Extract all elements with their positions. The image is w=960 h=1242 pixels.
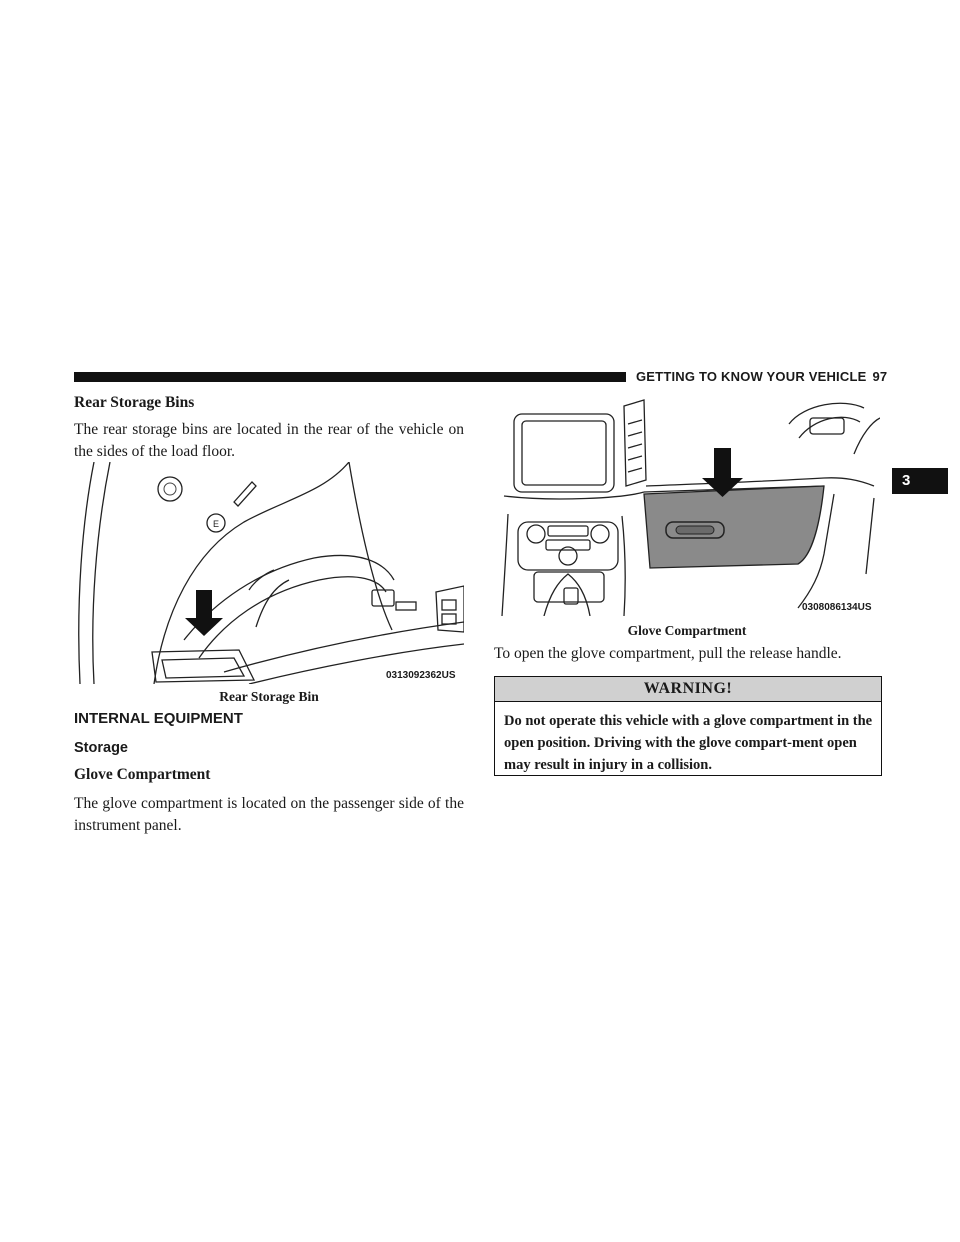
- warning-box: [494, 676, 882, 776]
- rear-storage-figure-code: 0313092362US: [386, 670, 456, 681]
- warning-text: Do not operate this vehicle with a glove compartment in the open position. Driving with the glove compart-ment open may result in injury in a collision.: [504, 713, 873, 773]
- storage-heading: Storage: [74, 740, 128, 756]
- page-number: 97: [872, 369, 888, 384]
- running-header: [636, 368, 888, 386]
- glove-compartment-figure-code: 0308086134US: [802, 602, 872, 613]
- down-arrow-icon: [185, 590, 223, 636]
- svg-text:E: E: [213, 519, 220, 529]
- rear-storage-bin-figure: [74, 462, 464, 684]
- chapter-tab: 3: [892, 468, 948, 494]
- glove-compartment-illustration: [494, 394, 880, 616]
- rear-storage-text: The rear storage bins are located in the rear of the vehicle on the sides of the load floor.: [74, 421, 464, 460]
- glove-compartment-caption: Glove Compartment: [627, 623, 747, 638]
- internal-equipment-heading: INTERNAL EQUIPMENT: [74, 710, 243, 727]
- rear-storage-heading: Rear Storage Bins: [74, 394, 195, 411]
- glove-compartment-instruction: To open the glove compartment, pull the release handle.: [494, 645, 842, 662]
- glove-compartment-figure: [494, 394, 880, 616]
- glove-compartment-text: The glove compartment is located on the passenger side of the instrument panel.: [74, 795, 464, 834]
- warning-title: WARNING!: [495, 677, 881, 702]
- section-title: GETTING TO KNOW YOUR VEHICLE: [636, 369, 867, 384]
- glove-compartment-heading: Glove Compartment: [74, 766, 211, 783]
- header-rule: [74, 372, 626, 382]
- rear-storage-bin-illustration: [74, 462, 464, 684]
- rear-storage-caption: Rear Storage Bin: [219, 689, 319, 704]
